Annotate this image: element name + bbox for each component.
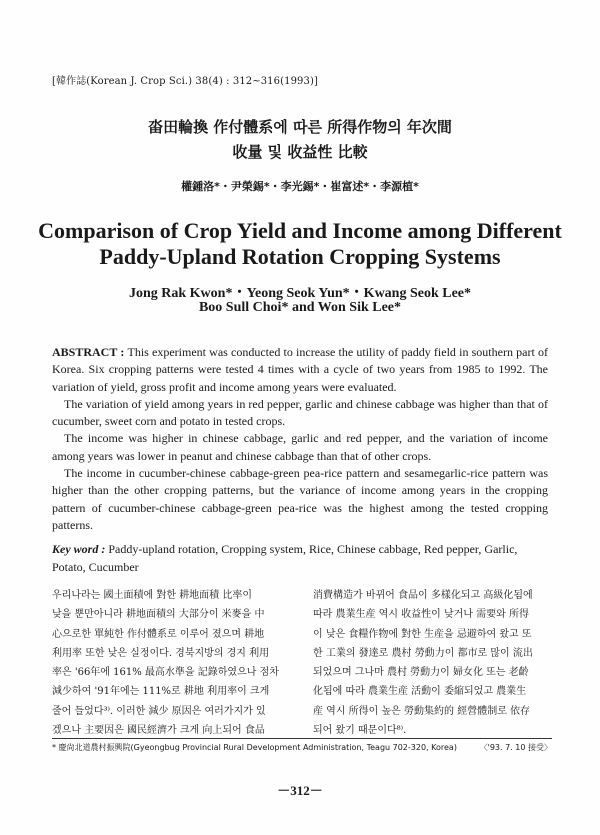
footnote-divider [52, 738, 552, 739]
english-title-line-1: Comparison of Crop Yield and Income among Different [38, 218, 562, 243]
korean-title-line-1: 畓田輪換 作付體系에 따른 所得作物의 年次間 [148, 118, 452, 136]
page-number: －312－ [277, 783, 323, 798]
body-line: 줄어 들었다³⁾. 이러한 減少 原因은 여러가지가 있 [52, 705, 266, 717]
english-authors-line-1: Jong Rak Kwon*・Yeong Seok Yun*・Kwang Seok Lee* [128, 286, 472, 301]
keywords-label: Key word : [52, 542, 109, 556]
journal-reference: [韓作誌(Korean J. Crop Sci.) 38(4) : 312~316(1993)] [52, 76, 318, 87]
body-line: 되어 왔기 때문이다⁸⁾. [313, 725, 407, 737]
english-authors-line-2: Boo Sull Choi* and Won Sik Lee* [198, 300, 402, 315]
korean-title-line-2: 收量 및 收益性 比較 [232, 143, 368, 161]
korean-authors: 權鍾洛*・尹榮錫*・李光錫*・崔富述*・李源植* [181, 180, 419, 193]
body-line: 되었으며 그나마 農村 勞動力이 婦女化 또는 老齡 [313, 667, 529, 679]
keywords [52, 541, 548, 576]
keywords-text: Paddy-upland rotation, Cropping system, Rice, Chinese cabbage, Red pepper, Garlic, Potato, Cucumber [52, 542, 518, 574]
body-line: 한 工業의 發達로 農村 勞動力이 都市로 많이 流出 [313, 647, 533, 659]
received-date: 〈'93. 7. 10 接受〉 [479, 743, 552, 752]
abstract [52, 344, 548, 534]
body-line: 率은 '66年에 161% 最高水準을 記錄하였으나 점차 [52, 667, 279, 679]
body-column-left [52, 586, 292, 740]
abstract-paragraph-3: The income was higher in chinese cabbage, garlic and red pepper, and the variation of income among years was lower in peanut and chinese cabbage than that of other crops. [52, 431, 548, 463]
body-line: 消費構造가 바뀌어 食品이 多樣化되고 高級化됨에 [313, 590, 533, 601]
abstract-paragraph-4: The income in cucumber-chinese cabbage-green pea-rice pattern and sesamegarlic-rice pattern was higher than the other cropping patterns, but the variance of income among years in the cropping pattern of cucumber-chinese cabbage-green pea-rice was the highest among the tested cropping patterns. [52, 466, 548, 532]
footnote-affiliation: * 慶尙北道農村振興院(Gyeongbug Provincial Rural Development Administration, Teagu 702-320, Korea) [52, 743, 457, 752]
abstract-text-1: This experiment was conducted to increase the utility of paddy field in southern part of Korea. Six cropping patterns were tested 4 times with a cycle of two years from 1985 to 1992. The variation of yield, gross profit and income among years were evaluated. [52, 345, 548, 394]
abstract-label: ABSTRACT : [52, 345, 128, 359]
body-line: 心으로한 單純한 作付體系로 이루어 졌으며 耕地 [52, 628, 265, 640]
abstract-paragraph-1 [52, 344, 548, 396]
body-line: 減少하여 '91年에는 111%로 耕地 利用率이 크게 [52, 686, 270, 698]
body-line: 産 역시 所得이 높은 勞動集約的 經營體制로 依存 [313, 705, 531, 717]
body-line: 따라 農業生産 역시 收益性이 낮거나 需要와 所得 [313, 609, 530, 621]
body-column-right [313, 586, 553, 740]
body-line: 낮을 뿐만아니라 耕地面積의 大部分이 米麥을 中 [52, 609, 265, 621]
footnote [52, 742, 552, 753]
english-title-line-2: Paddy-Upland Rotation Cropping Systems [99, 244, 501, 269]
body-line: 겠으나 主要因은 國民經濟가 크게 向上되어 食品 [52, 725, 265, 737]
body-line: 이 낮은 食糧作物에 對한 生産을 忌避하여 왔고 또 [313, 628, 532, 640]
abstract-paragraph-2: The variation of yield among years in red pepper, garlic and chinese cabbage was higher than that of cucumber, sweet corn and potato in tested crops. [52, 396, 548, 429]
body-line: 우리나라는 國土面積에 對한 耕地面積 比率이 [52, 590, 252, 601]
body-line: 利用率 또한 낮은 실정이다. 경북지방의 경지 利用 [52, 647, 270, 659]
body-line: 化됨에 따라 農業生産 活動이 委縮되었고 農業生 [313, 686, 527, 698]
